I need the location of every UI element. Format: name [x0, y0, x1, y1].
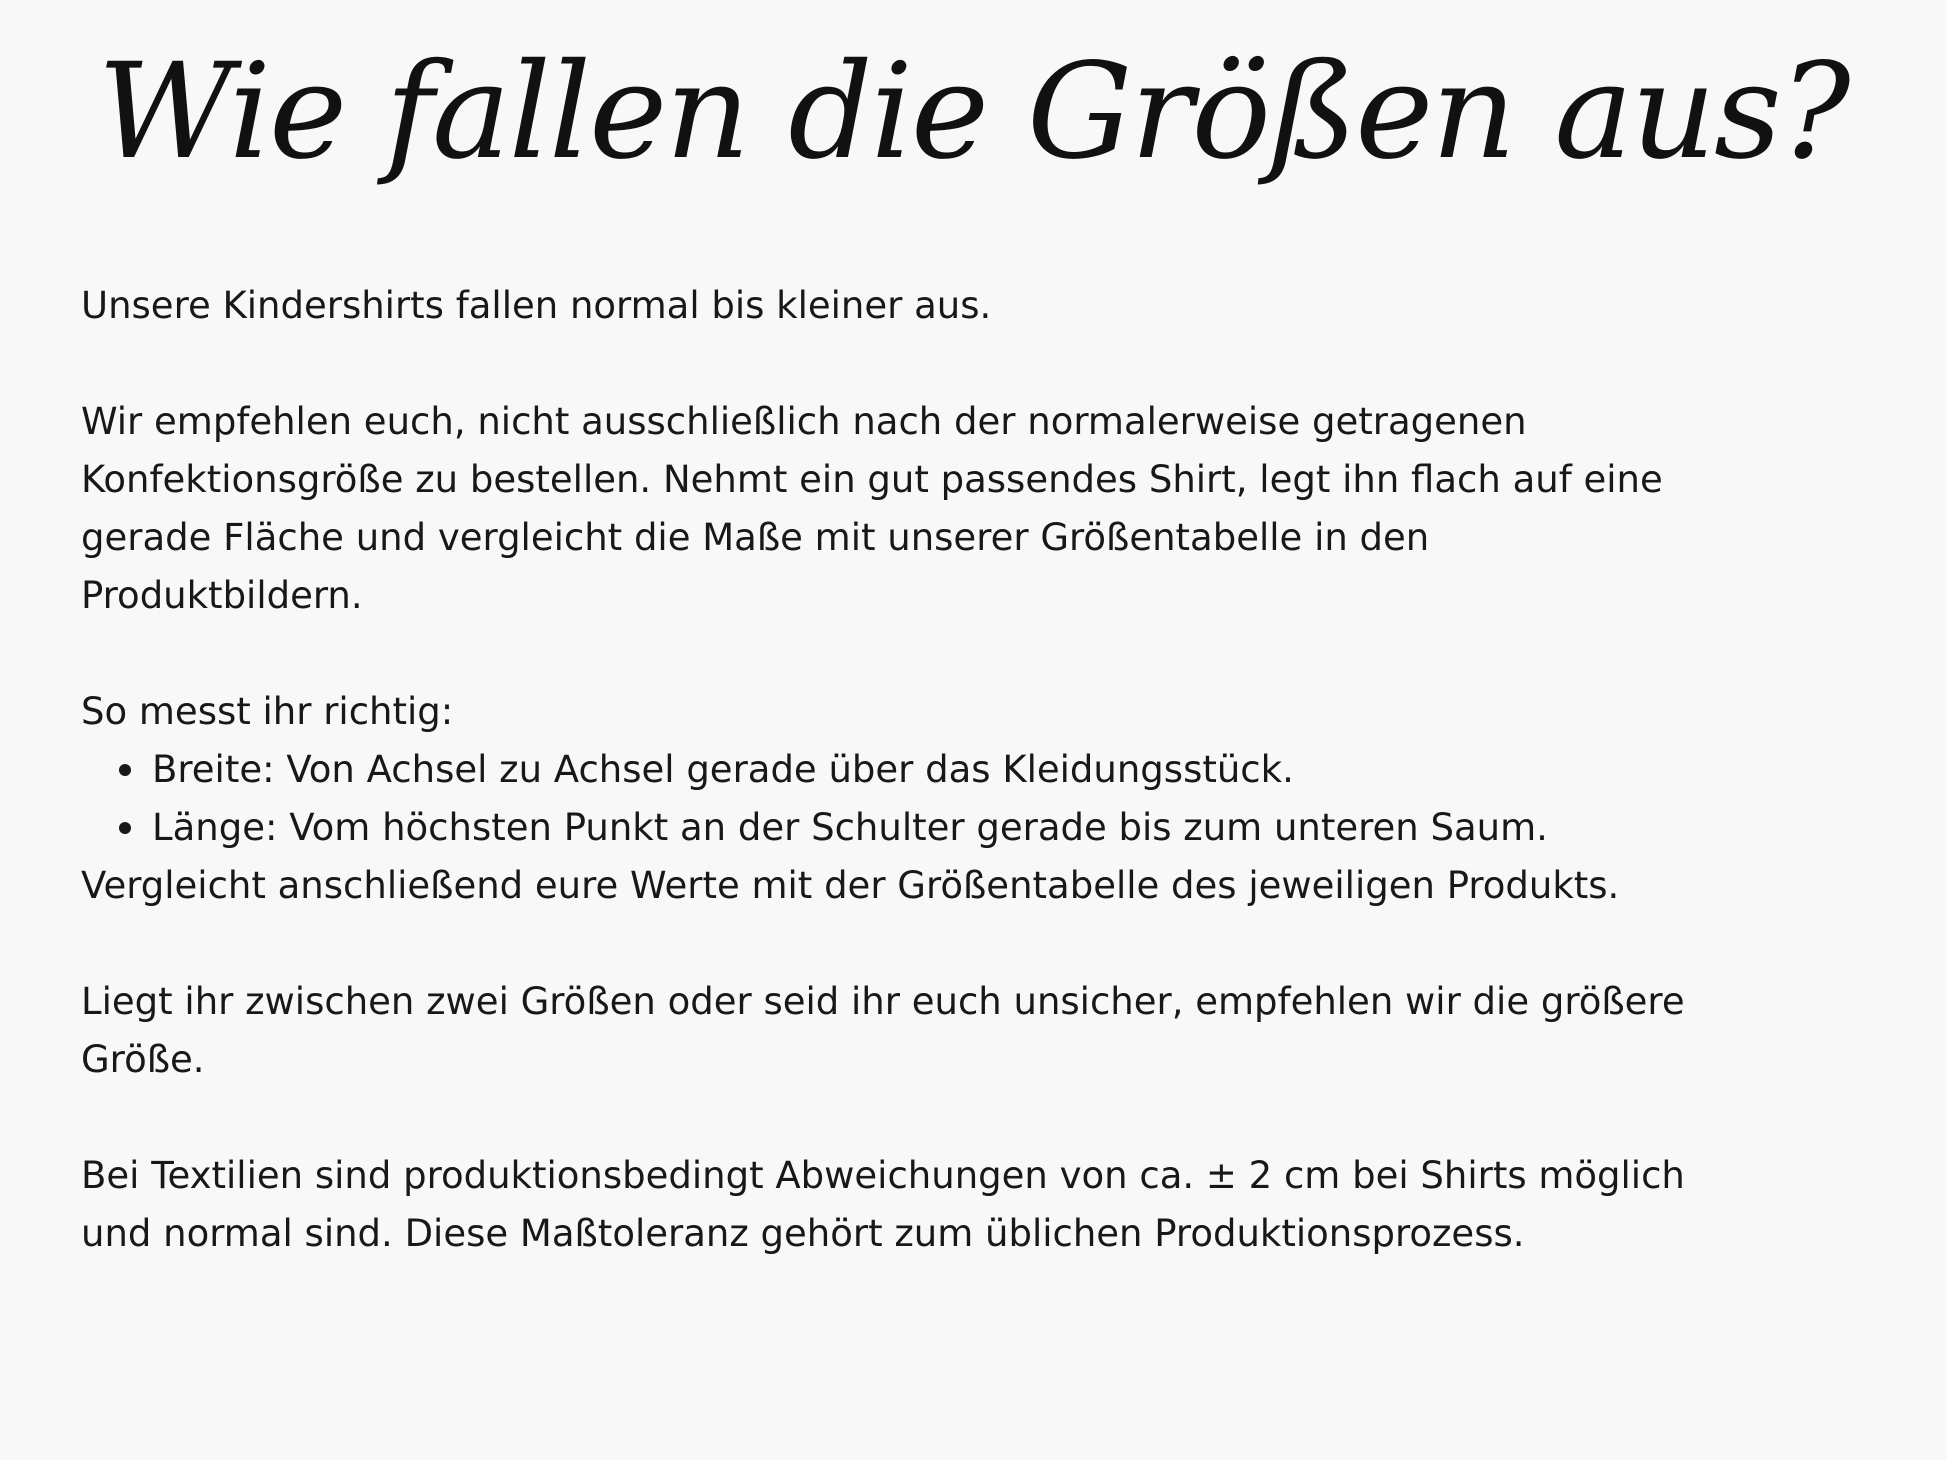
bullet-icon: [119, 822, 131, 834]
size-guide-body: [81, 277, 1901, 1263]
intro-text: Unsere Kindershirts fallen normal bis kleiner aus.: [81, 284, 992, 327]
measurement-list-item: [81, 799, 1901, 857]
paragraph-gap: [81, 335, 1901, 393]
recommendation-line: gerade Fläche und vergleicht die Maße mit unserer Größentabelle in den: [81, 516, 1430, 559]
recommendation-line: Produktbildern.: [81, 574, 363, 617]
measurement-section: [81, 683, 1901, 915]
size-advice-line: Größe.: [81, 1038, 205, 1081]
recommendation-line: Konfektionsgröße zu bestellen. Nehmt ein gut passendes Shirt, legt ihn flach auf eine: [81, 458, 1663, 501]
measurement-heading: So messt ihr richtig:: [81, 690, 454, 733]
tolerance-paragraph: [81, 1147, 1901, 1263]
measurement-item-text: Breite: Von Achsel zu Achsel gerade über das Kleidungsstück.: [152, 748, 1294, 791]
tolerance-line: und normal sind. Diese Maßtoleranz gehört zum üblichen Produktionsprozess.: [81, 1212, 1525, 1255]
comparison-text: Vergleicht anschließend eure Werte mit der Größentabelle des jeweiligen Produkts.: [81, 864, 1620, 907]
page-title: Wie fallen die Größen aus?: [97, 35, 1849, 189]
measurement-item-text: Länge: Vom höchsten Punkt an der Schulter gerade bis zum unteren Saum.: [152, 806, 1548, 849]
size-advice-line: Liegt ihr zwischen zwei Größen oder seid ihr euch unsicher, empfehlen wir die größere: [81, 980, 1685, 1023]
tolerance-line: Bei Textilien sind produktionsbedingt Abweichungen von ca. ± 2 cm bei Shirts möglich: [81, 1154, 1685, 1197]
measurement-list-item: [81, 741, 1901, 799]
recommendation-paragraph: [81, 393, 1901, 625]
paragraph-gap: [81, 915, 1901, 973]
paragraph-gap: [81, 1089, 1901, 1147]
bullet-icon: [119, 764, 131, 776]
paragraph-gap: [81, 625, 1901, 683]
size-advice-paragraph: [81, 973, 1901, 1089]
recommendation-line: Wir empfehlen euch, nicht ausschließlich nach der normalerweise getragenen: [81, 400, 1527, 443]
